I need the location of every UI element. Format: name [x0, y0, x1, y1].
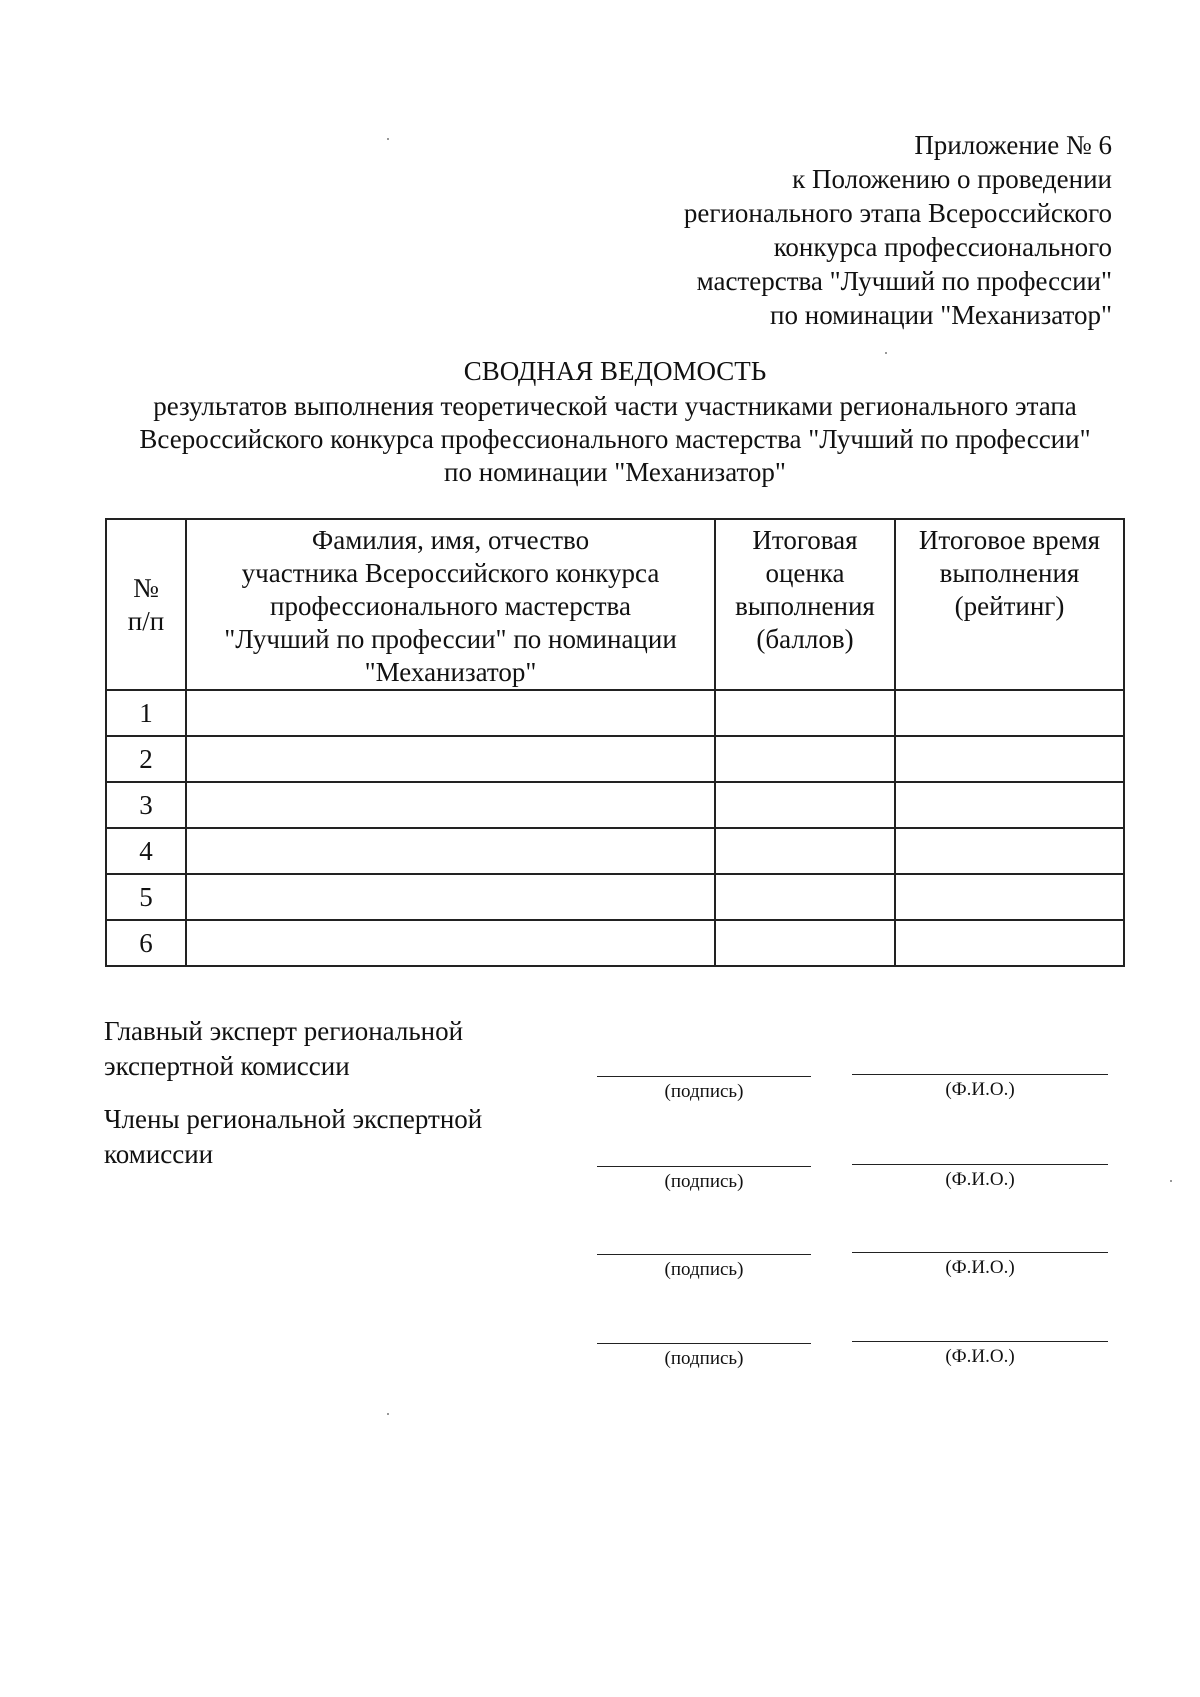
annex-header [552, 128, 1112, 332]
full-name-line[interactable] [852, 1341, 1108, 1342]
row-time-cell[interactable] [895, 736, 1124, 782]
row-name-cell[interactable] [186, 920, 715, 966]
row-time-cell[interactable] [895, 874, 1124, 920]
table-row [106, 690, 1124, 736]
signature-caption: (подпись) [664, 1348, 744, 1369]
header-participant-name: Фамилия, имя, отчество участника Всероссийского конкурса профессионального мастерства "Лучший по профессии" по номинации "Механизатор" [186, 519, 715, 690]
signature-caption: (подпись) [664, 1081, 744, 1102]
row-score-cell[interactable] [715, 690, 895, 736]
row-time-cell[interactable] [895, 690, 1124, 736]
row-number: 5 [106, 874, 186, 920]
signature-line[interactable] [597, 1166, 811, 1167]
subtitle-line: по номинации "Механизатор" [444, 457, 786, 487]
full-name-line[interactable] [852, 1164, 1108, 1165]
table-row [106, 874, 1124, 920]
row-score-cell[interactable] [715, 782, 895, 828]
table-row [106, 920, 1124, 966]
row-name-cell[interactable] [186, 782, 715, 828]
table-row [106, 828, 1124, 874]
row-name-cell[interactable] [186, 736, 715, 782]
signature-line[interactable] [597, 1343, 811, 1344]
row-time-cell[interactable] [895, 920, 1124, 966]
annex-line: мастерства "Лучший по профессии" [696, 266, 1112, 296]
chief-expert-label: Главный эксперт региональной экспертной комиссии [104, 1016, 464, 1081]
full-name-caption: (Ф.И.О.) [945, 1346, 1015, 1367]
row-number: 4 [106, 828, 186, 874]
header-final-time: Итоговое время выполнения (рейтинг) [895, 519, 1124, 690]
row-score-cell[interactable] [715, 874, 895, 920]
full-name-line[interactable] [852, 1074, 1108, 1075]
full-name-caption: (Ф.И.О.) [945, 1257, 1015, 1278]
full-name-line[interactable] [852, 1252, 1108, 1253]
header-number: № п/п [106, 519, 186, 690]
row-name-cell[interactable] [186, 690, 715, 736]
results-table [105, 518, 1125, 967]
annex-line: конкурса профессионального [773, 232, 1112, 262]
row-time-cell[interactable] [895, 782, 1124, 828]
row-number: 6 [106, 920, 186, 966]
annex-line: Приложение № 6 [914, 130, 1112, 160]
row-number: 3 [106, 782, 186, 828]
commission-members-label: Члены региональной экспертной комиссии [104, 1104, 483, 1169]
subtitle-line: результатов выполнения теоретической части участниками регионального этапа [153, 391, 1077, 421]
row-name-cell[interactable] [186, 874, 715, 920]
signature-line[interactable] [597, 1076, 811, 1077]
row-name-cell[interactable] [186, 828, 715, 874]
row-number: 2 [106, 736, 186, 782]
annex-line: к Положению о проведении [792, 164, 1112, 194]
annex-line: регионального этапа Всероссийского [683, 198, 1112, 228]
subtitle-line: Всероссийского конкурса профессионального мастерства "Лучший по профессии" [139, 424, 1091, 454]
scan-speck [1170, 1180, 1172, 1182]
scan-speck [885, 352, 887, 354]
row-number: 1 [106, 690, 186, 736]
row-score-cell[interactable] [715, 920, 895, 966]
table-row [106, 782, 1124, 828]
full-name-caption: (Ф.И.О.) [945, 1169, 1015, 1190]
scan-speck [387, 138, 389, 140]
signature-caption: (подпись) [664, 1171, 744, 1192]
document-subtitle [0, 390, 1200, 489]
row-score-cell[interactable] [715, 828, 895, 874]
table-row [106, 736, 1124, 782]
signature-line[interactable] [597, 1254, 811, 1255]
row-time-cell[interactable] [895, 828, 1124, 874]
header-final-score: Итоговая оценка выполнения (баллов) [715, 519, 895, 690]
annex-line: по номинации "Механизатор" [770, 300, 1112, 330]
scan-speck [387, 1413, 389, 1415]
full-name-caption: (Ф.И.О.) [945, 1079, 1015, 1100]
document-title: СВОДНАЯ ВЕДОМОСТЬ [463, 356, 767, 386]
table-header-row [106, 519, 1124, 690]
row-score-cell[interactable] [715, 736, 895, 782]
signature-caption: (подпись) [664, 1259, 744, 1280]
